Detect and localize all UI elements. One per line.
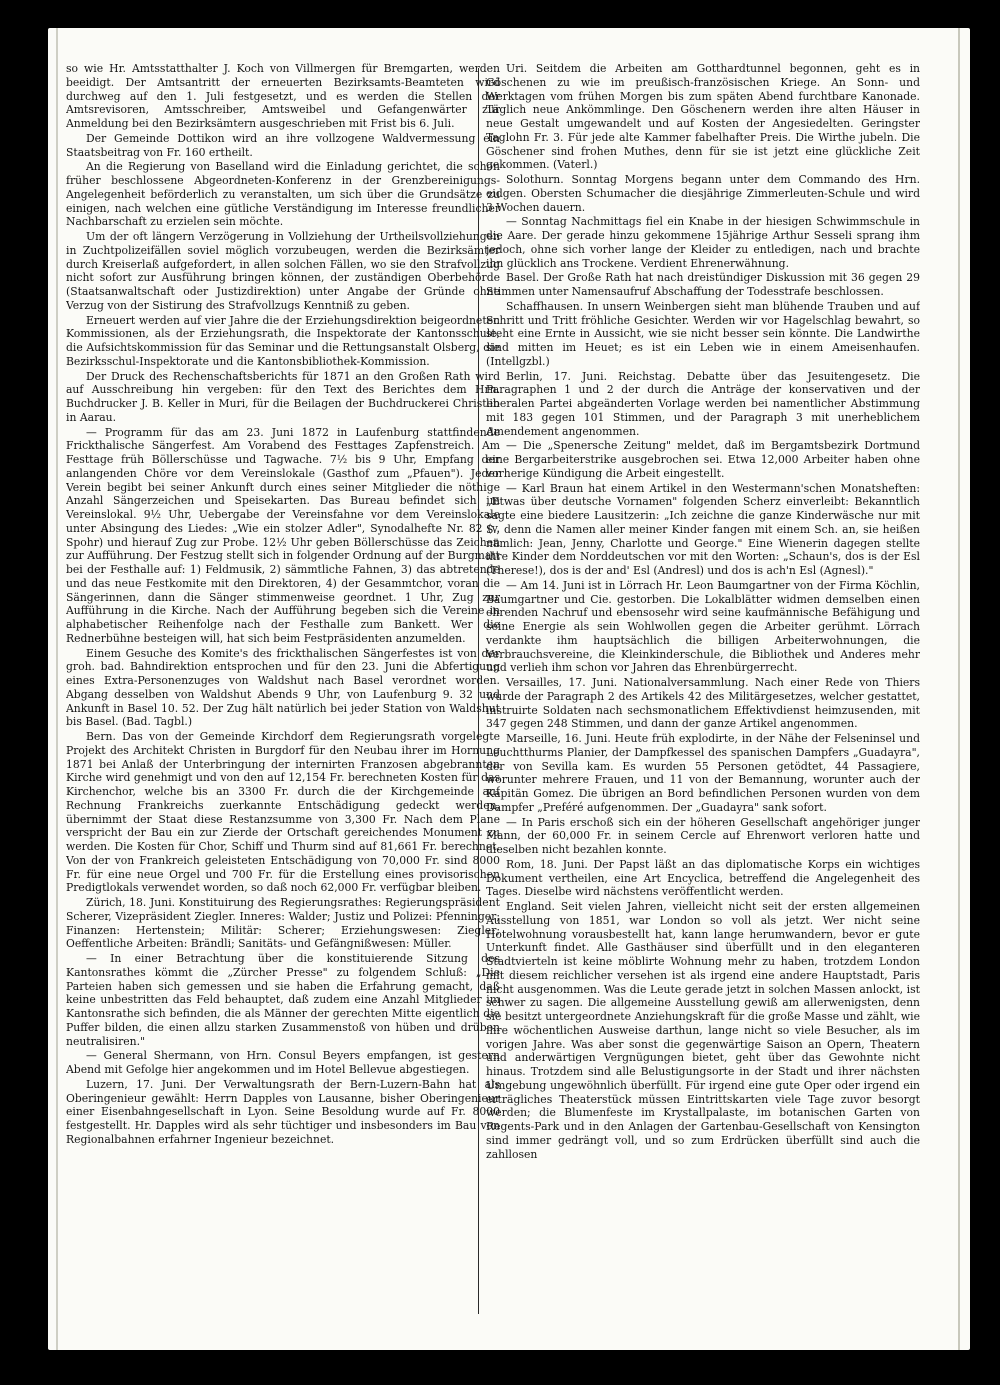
article-paragraph: — Sonntag Nachmittags fiel ein Knabe in der hiesigen Schwimmschule in die Aare. Der gerade hinzu gekommene 15jährige Arthur Sesseli sprang ihm jedoch, ohne sich vorher lange der Kleider zu entledigen, nach und brachte ihn glücklich ans Trockene. Verdient Ehrenerwähnung. [486,215,920,270]
article-paragraph: Solothurn. Sonntag Morgens begann unter dem Commando des Hrn. eidgen. Obersten Schumacher die diesjährige Zimmerleuten-Schule und wird 3 Wochen dauern. [486,173,920,214]
article-paragraph: — Karl Braun hat einem Artikel in den Westermann'schen Monatsheften: „Etwas über deutsche Vornamen" folgenden Scherz einverleibt: Bekanntlich sagte eine biedere Lausitzerin: „Ich zeichne die ganze Kinderwäsche nur mit S., denn die Namen aller meiner Kinder fangen mit einem Sch. an, sie heißen nämlich: Jean, Jenny, Charlotte und George." Eine Wienerin dagegen stellte ihre Kinder dem Norddeutschen vor mit den Worten: „Schaun's, dos is der Esl (Therese!), dos is der and' Esl (Andresl) und dos is ach'n Esl (Agnesl)." [486,481,920,577]
article-paragraph: — In Paris erschoß sich ein der höheren Gesellschaft angehöriger junger Mann, der 60,000 Fr. in seinem Cercle auf Ehrenwort verloren hatte und dieselben nicht bezahlen konnte. [486,815,920,856]
page-edge-right [958,28,960,1350]
article-paragraph: — Die „Spenersche Zeitung" meldet, daß im Bergamtsbezirk Dortmund eine Bergarbeiterstrike ausgebrochen sei. Etwa 12,000 Arbeiter haben ohne vorherige Kündigung die Arbeit eingestellt. [486,439,920,480]
article-paragraph: Uri. Seitdem die Arbeiten am Gotthardtunnel begonnen, geht es in Göschenen zu wie im preußisch-französischen Kriege. An Sonn- und Werktagen vom frühen Morgen bis zum späten Abend furchtbare Kanonade. Täglich neue Ankömmlinge. Den Göschenern werden ihre alten Häuser in neue Gestalt umgewandelt und auf Kosten der Angesiedelten. Geringster Taglohn Fr. 3. Für jede alte Kammer fabelhafter Preis. Die Wirthe jubeln. Die Göschener sind frohen Muthes, denn für sie ist jetzt eine glückliche Zeit gekommen. (Vaterl.) [486,62,920,172]
article-paragraph: Luzern, 17. Juni. Der Verwaltungsrath der Bern-Luzern-Bahn hat als Oberingenieur gewählt: Herrn Dapples von Lausanne, bisher Oberingenieur einer Eisenbahngesellschaft in Lyon. Seine Besoldung wurde auf Fr. 8000 festgestellt. Hr. Dapples wird als sehr tüchtiger und insbesonders im Bau von Regionalbahnen erfahrner Ingenieur bezeichnet. [66,1077,500,1146]
article-paragraph: Schaffhausen. In unsern Weinbergen sieht man blühende Trauben und auf Schritt und Tritt fröhliche Gesichter. Werden wir vor Hagelschlag bewahrt, so steht eine Ernte in Aussicht, wie sie nicht besser sein könnte. Die Landwirthe sind mitten im Heuet; es ist ein Leben wie in einem Ameisenhaufen. (Intellgzbl.) [486,299,920,368]
article-paragraph: — In einer Betrachtung über die konstituierende Sitzung des Kantonsrathes kömmt die „Zürcher Presse" zu folgendem Schluß: „Die Parteien haben sich gemessen und sie haben die Erfahrung gemacht, daß keine unbestritten das Feld behauptet, daß zudem eine Anzahl Mitglieder im Kantonsrathe sich befinden, die als Männer der gerechten Mitte eigentlich die Puffer bilden, die einen allzu starken Zusammenstoß von hüben und drüben neutralisiren." [66,952,500,1048]
left-column [66,62,500,1322]
article-paragraph: Zürich, 18. Juni. Konstituirung des Regierungsrathes: Regierungspräsident Scherer, Vizepräsident Ziegler. Inneres: Walder; Justiz und Polizei: Pfenninger; Finanzen: Hertenstein; Militär: Scherer; Erziehungswesen: Ziegler; Oeffentliche Arbeiten: Brändli; Sanitäts- und Gefängnißwesen: Müller. [66,896,500,951]
article-paragraph: Um der oft längern Verzögerung in Vollziehung der Urtheilsvollziehungen in Zuchtpolizeifällen soviel möglich vorzubeugen, werden die Bezirksämter durch Kreiserlaß aufgefordert, in allen solchen Fällen, wo sie den Strafvollzug nicht sofort zur Ausführung bringen können, der zuständigen Oberbehörde (Staatsanwaltschaft oder Justizdirektion) unter Angabe der Gründe ohne Verzug von der Sistirung des Strafvollzugs Kenntniß zu geben. [66,230,500,312]
article-paragraph: Einem Gesuche des Komite's des frickthalischen Sängerfestes ist von der groh. bad. Bahndirektion entsprochen und für den 23. Juni die Abfertigung eines Extra-Personenzuges von Waldshut nach Basel verordnet worden. Abgang desselben von Waldshut Abends 9 Uhr, von Laufenburg 9. 32 und Ankunft in Basel 10. 52. Der Zug hält natürlich bei jeder Station von Waldshut bis Basel. (Bad. Tagbl.) [66,646,500,729]
article-paragraph: Basel. Der Große Rath hat nach dreistündiger Diskussion mit 36 gegen 29 Stimmen unter Namensaufruf Abschaffung der Todesstrafe beschlossen. [486,271,920,298]
page-edge-left [56,28,58,1350]
article-paragraph: Erneuert werden auf vier Jahre die der Erziehungsdirektion beigeordneten Kommissionen, als der Erziehungsrath, die Inspektorate der Kantonsschule, die Aufsichtskommission für das Seminar und die Rettungsanstalt Olsberg, die Bezirksschul-Inspektorate und die Kantonsbibliothek-Kommission. [66,313,500,368]
article-paragraph: An die Regierung von Baselland wird die Einladung gerichtet, die schon früher beschlossene Abgeordneten-Konferenz in der Grenzbereinigungs-Angelegenheit beförderlich zu veranstalten, um sich über die Grundsätze zu einigen, nach welchen eine gütliche Verständigung im Interesse freundlicher Nachbarschaft zu erzielen sein möchte. [66,160,500,229]
right-column [486,62,920,1322]
article-paragraph: Der Druck des Rechenschaftsberichts für 1871 an den Großen Rath wird auf Ausschreibung hin vergeben: für den Text des Berichtes dem Hrn. Buchdrucker J. B. Keller in Muri, für die Beilagen der Buchdruckerei Christen in Aarau. [66,369,500,424]
article-paragraph: Marseille, 16. Juni. Heute früh explodirte, in der Nähe der Felseninsel und Leuchtthurms Planier, der Dampfkessel des spanischen Dampfers „Guadayra", der von Sevilla kam. Es wurden 55 Personen getödtet, 44 Passagiere, worunter mehrere Frauen, und 11 von der Bemannung, worunter auch der Kapitän Gomez. Die übrigen an Bord befindlichen Personen wurden von dem Dampfer „Preféré aufgenommen. Der „Guadayra" sank sofort. [486,732,920,814]
article-paragraph: so wie Hr. Amtsstatthalter J. Koch von Villmergen für Bremgarten, werden beeidigt. Der Amtsantritt der erneuerten Bezirksamts-Beamteten wird durchweg auf den 1. Juli festgesetzt, und es werden die Stellen der Amtsrevisoren, Amtsschreiber, Amtsweibel und Gefangenwärter zur Anmeldung bei den Bezirksämtern ausgeschrieben mit Frist bis 6. Juli. [66,62,500,130]
article-paragraph: Berlin, 17. Juni. Reichstag. Debatte über das Jesuitengesetz. Die Paragraphen 1 und 2 der durch die Anträge der konservativen und der liberalen Partei abgeänderten Vorlage werden bei namentlicher Abstimmung mit 183 gegen 101 Stimmen, und der Paragraph 3 mit unerheblichem Amendement angenommen. [486,369,920,438]
article-paragraph: Versailles, 17. Juni. Nationalversammlung. Nach einer Rede von Thiers wurde der Paragraph 2 des Artikels 42 des Militärgesetzes, welcher gestattet, instruirte Soldaten nach sechsmonatlichem Effektivdienst heimzusenden, mit 347 gegen 248 Stimmen, und dann der ganze Artikel angenommen. [486,676,920,731]
article-paragraph: — General Shermann, von Hrn. Consul Beyers empfangen, ist gestern Abend mit Gefolge hier angekommen und im Hotel Bellevue abgestiegen. [66,1049,500,1076]
article-paragraph: Der Gemeinde Dottikon wird an ihre vollzogene Waldvermessung ein Staatsbeitrag von Fr. 160 ertheilt. [66,131,500,159]
article-paragraph: England. Seit vielen Jahren, vielleicht nicht seit der ersten allgemeinen Ausstellung von 1851, war London so voll als jetzt. Wer nicht seine Hotelwohnung vorausbestellt hat, kann lange herumwandern, bevor er gute Unterkunft findet. Alle Gasthäuser sind überfüllt und in den eleganteren Stadtvierteln ist keine möblirte Wohnung mehr zu haben, trotzdem London mit diesem reichlicher versehen ist als irgend eine andere Hauptstadt, Paris nicht ausgenommen. Was die Leute gerade jetzt in solchen Massen anlockt, ist schwer zu sagen. Die allgemeine Ausstellung gewiß am allerwenigsten, denn sie besitzt untergeordnete Anziehungskraft für die große Masse und zählt, wie ihre wöchentlichen Ausweise darthun, lange nicht so viele Besucher, als im vorigen Jahre. Was aber sonst die gegenwärtige Saison an Opern, Theatern und anderwärtigen Vergnügungen bietet, geht über das Gewohnte nicht hinaus. Trotzdem sind alle Belustigungsorte in der Stadt und ihrer nächsten Umgebung ungewöhnlich überfüllt. Für irgend eine gute Oper oder irgend ein erträgliches Theaterstück müssen Eintrittskarten viele Tage zuvor besorgt werden; die Blumenfeste im Krystallpalaste, im botanischen Garten von Regents-Park und in den Anlagen der Gartenbau-Gesellschaft von Kensington sind immer gedrängt voll, und so zum Erdrücken überfüllt sind auch die zahllosen [486,900,920,1161]
article-paragraph: — Programm für das am 23. Juni 1872 in Laufenburg stattfindende Frickthalische Sängerfest. Am Vorabend des Festtages Zapfenstreich. Am Festtage früh Böllerschüsse und Tagwache. 7½ bis 9 Uhr, Empfang der anlangenden Chöre vor dem Vereinslokale (Gasthof zum „Pfauen"). Jeder Verein begibt bei seiner Ankunft durch eines seiner Mitglieder die nöthige Anzahl Sängerzeichen und Speisekarten. Das Bureau befindet sich im Vereinslokal. 9½ Uhr, Uebergabe der Vereinsfahne vor dem Vereinslokale unter Absingung des Liedes: „Wie ein stolzer Adler", Synodalhefte Nr. 82 (v. Spohr) und hierauf Zug zur Probe. 12½ Uhr geben Böllerschüsse das Zeichen zur Aufführung. Der Festzug stellt sich in folgender Ordnung auf der Burgmatt bei der Festhalle auf: 1) Feldmusik, 2) sämmtliche Fahnen, 3) das abtretende und das neue Festkomite mit den Direktoren, 4) der Gesammtchor, voran die Sängerinnen, dann die Sänger stimmenweise geordnet. 1 Uhr, Zug zur Aufführung in die Kirche. Nach der Aufführung begeben sich die Vereine in alphabetischer Reihenfolge nach der Festhalle zum Bankett. Wer die Rednerbühne besteigen will, hat sich beim Festpräsidenten anzumelden. [66,425,500,645]
article-paragraph: — Am 14. Juni ist in Lörrach Hr. Leon Baumgartner von der Firma Köchlin, Baumgartner und Cie. gestorben. Die Lokalblätter widmen demselben einen ehrenden Nachruf und ebensosehr wird seine kaufmännische Befähigung und seine Energie als sein Wohlwollen gegen die Arbeiter gerühmt. Lörrach verdankte ihm hauptsächlich die billigen Arbeiterwohnungen, die Verbrauchsvereine, die Kleinkinderschule, die Bibliothek und Anderes mehr und verlieh ihm schon vor Jahren das Ehrenbürgerrecht. [486,578,920,675]
article-paragraph: Bern. Das von der Gemeinde Kirchdorf dem Regierungsrath vorgelegte Projekt des Architekt Christen in Burgdorf für den Neubau ihrer im Hornung 1871 bei Anlaß der Unterbringung der internirten Franzosen abgebrannten Kirche wird genehmigt und von den auf 12,154 Fr. berechneten Kosten für das Kirchenchor, welche bis an 3300 Fr. durch die der Kirchgemeinde auf Rechnung Frankreichs zuerkannte Entschädigung gedeckt werden, übernimmt der Staat diese Restanzsumme von 3,300 Fr. Nach dem Plane verspricht der Bau ein zur Zierde der Ortschaft gereichendes Monument zu werden. Die Kosten für Chor, Schiff und Thurm sind auf 81,661 Fr. berechnet. Von der von Frankreich geleisteten Entschädigung von 70,000 Fr. sind 8000 Fr. für eine neue Orgel und 700 Fr. für die Erstellung eines provisorischen Predigtlokals verwendet worden, so daß noch 62,000 Fr. verfügbar bleiben. [66,730,500,895]
article-paragraph: Rom, 18. Juni. Der Papst läßt an das diplomatische Korps ein wichtiges Dokument vertheilen, eine Art Encyclica, betreffend die Angelegenheit des Tages. Dieselbe wird nächstens veröffentlicht werden. [486,857,920,899]
